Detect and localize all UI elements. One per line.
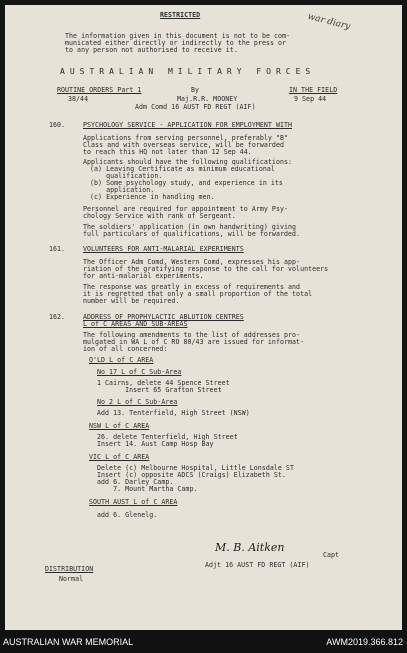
paragraph-line: Applicants should have the following qualifications:: [83, 158, 293, 166]
paragraph-line: The soldiers' application (in own handwriting) giving: [83, 223, 297, 231]
address-line: 26. delete Tenterfield, High Street: [97, 433, 238, 441]
address-line: add 6. Darley Camp.: [97, 478, 174, 486]
archive-reference: AWM2019.366.812: [326, 637, 403, 647]
paragraph-line: The following amendments to the list of addresses pro-: [83, 331, 301, 339]
paragraph-line: full particulars of qualifications, will be forwarded.: [83, 230, 301, 238]
sub-area-heading: No 17 L of C Sub-Area: [97, 368, 182, 376]
paragraph-line: number will be required.: [83, 297, 180, 305]
area-heading-qld: Q'LD L of C AREA: [89, 356, 154, 364]
paragraph-line: Applications from serving personnel, preferably "B": [83, 134, 289, 142]
distribution-heading: DISTRIBUTION: [45, 565, 94, 573]
routine-orders-label: ROUTINE ORDERS Part 1: [57, 86, 142, 94]
paragraph-line: it is regretted that only a small proportion of the total: [83, 290, 313, 298]
area-heading-sa: SOUTH AUST L of C AREA: [89, 498, 178, 506]
paragraph-line: mulgated in WA L of C RO 80/43 are issued for informat-: [83, 338, 305, 346]
section-subtitle: L of C AREAS AND SUB-AREAS: [83, 320, 188, 328]
force-heading: AUSTRALIAN MILITARY FORCES: [60, 67, 316, 76]
section-number: 161.: [49, 245, 66, 253]
signature: M. B. Aitken: [215, 541, 285, 554]
list-item: (c) Experience in handling men.: [90, 193, 215, 201]
paragraph-line: riation of the gratifying response to the call for volunteers: [83, 265, 329, 273]
address-line: Insert 14. Aust Camp Hosp Bay: [97, 440, 214, 448]
address-line: Delete (c) Melbourne Hospital, Little Lonsdale ST: [97, 464, 294, 472]
list-item: (a) Leaving Certificate as minimum educational: [90, 165, 275, 173]
section-number: 160.: [49, 121, 66, 129]
section-title: PSYCHOLOGY SERVICE - APPLICATION FOR EMPLOYMENT WITH: [83, 121, 293, 129]
section-title: ADDRESS OF PROPHYLACTIC ABLUTION CENTRES: [83, 313, 244, 321]
paragraph-line: ion of all concerned:: [83, 345, 168, 353]
sub-area-heading: No 2 L of C Sub-Area: [97, 398, 178, 406]
list-item: application.: [90, 186, 155, 194]
signatory-appointment: Adjt 16 AUST FD REGT (AIF): [205, 561, 310, 569]
address-line: add 6. Glenelg.: [97, 511, 158, 519]
paragraph-line: for anti-malarial experiments.: [83, 272, 204, 280]
handwritten-annotation: war diary: [306, 11, 352, 33]
document-page: [5, 5, 402, 630]
warning-line: to any person not authorised to receive it.: [65, 46, 238, 54]
order-date: 9 Sep 44: [294, 95, 327, 103]
paragraph-line: The Officer Adm Comd, Western Comd, expresses his app-: [83, 258, 301, 266]
paragraph-line: chology Service with rank of Sergeant.: [83, 212, 236, 220]
warning-line: municated either directly or indirectly to the press or: [65, 39, 287, 47]
section-title: VOLUNTEERS FOR ANTI-MALARIAL EXPERIMENTS: [83, 245, 244, 253]
area-heading-nsw: NSW L of C AREA: [89, 422, 150, 430]
address-line: Add 13. Tenterfield, High Street (NSW): [97, 409, 250, 417]
warning-line: The information given in this document is not to be com-: [65, 32, 291, 40]
list-item: qualification.: [90, 172, 163, 180]
author-name: Maj.R.R. MOONEY: [177, 95, 238, 103]
distribution-value: Normal: [59, 575, 84, 583]
paragraph-line: to reach this HQ not later than 12 Sep 44.: [83, 148, 252, 156]
list-item: (b) Some psychology study, and experience in its: [90, 179, 283, 187]
paragraph-line: Class and with overseas service, will be forwarded: [83, 141, 284, 149]
area-heading-vic: VIC L of C AREA: [89, 453, 150, 461]
paragraph-line: Personnel are required for appointment to Army Psy-: [83, 205, 289, 213]
order-number: 38/44: [68, 95, 89, 103]
location-label: IN THE FIELD: [289, 86, 338, 94]
author-unit: Adm Comd 16 AUST FD REGT (AIF): [135, 103, 256, 111]
rank-label: Capt: [323, 551, 340, 559]
address-line: 1 Cairns, delete 44 Spence Street: [97, 379, 230, 387]
paragraph-line: The response was greatly in excess of requirements and: [83, 283, 301, 291]
address-line: Insert (c) opposite ADCS (Craigs) Elizabeth St.: [97, 471, 286, 479]
archive-name: AUSTRALIAN WAR MEMORIAL: [3, 637, 134, 647]
classification-heading: RESTRICTED: [160, 11, 201, 19]
by-label: By: [191, 86, 200, 94]
address-line: 7. Mount Martha Camp.: [97, 485, 198, 493]
section-number: 162.: [49, 313, 66, 321]
address-line: Insert 65 Grafton Street: [97, 386, 222, 394]
archive-footer: [0, 630, 407, 653]
